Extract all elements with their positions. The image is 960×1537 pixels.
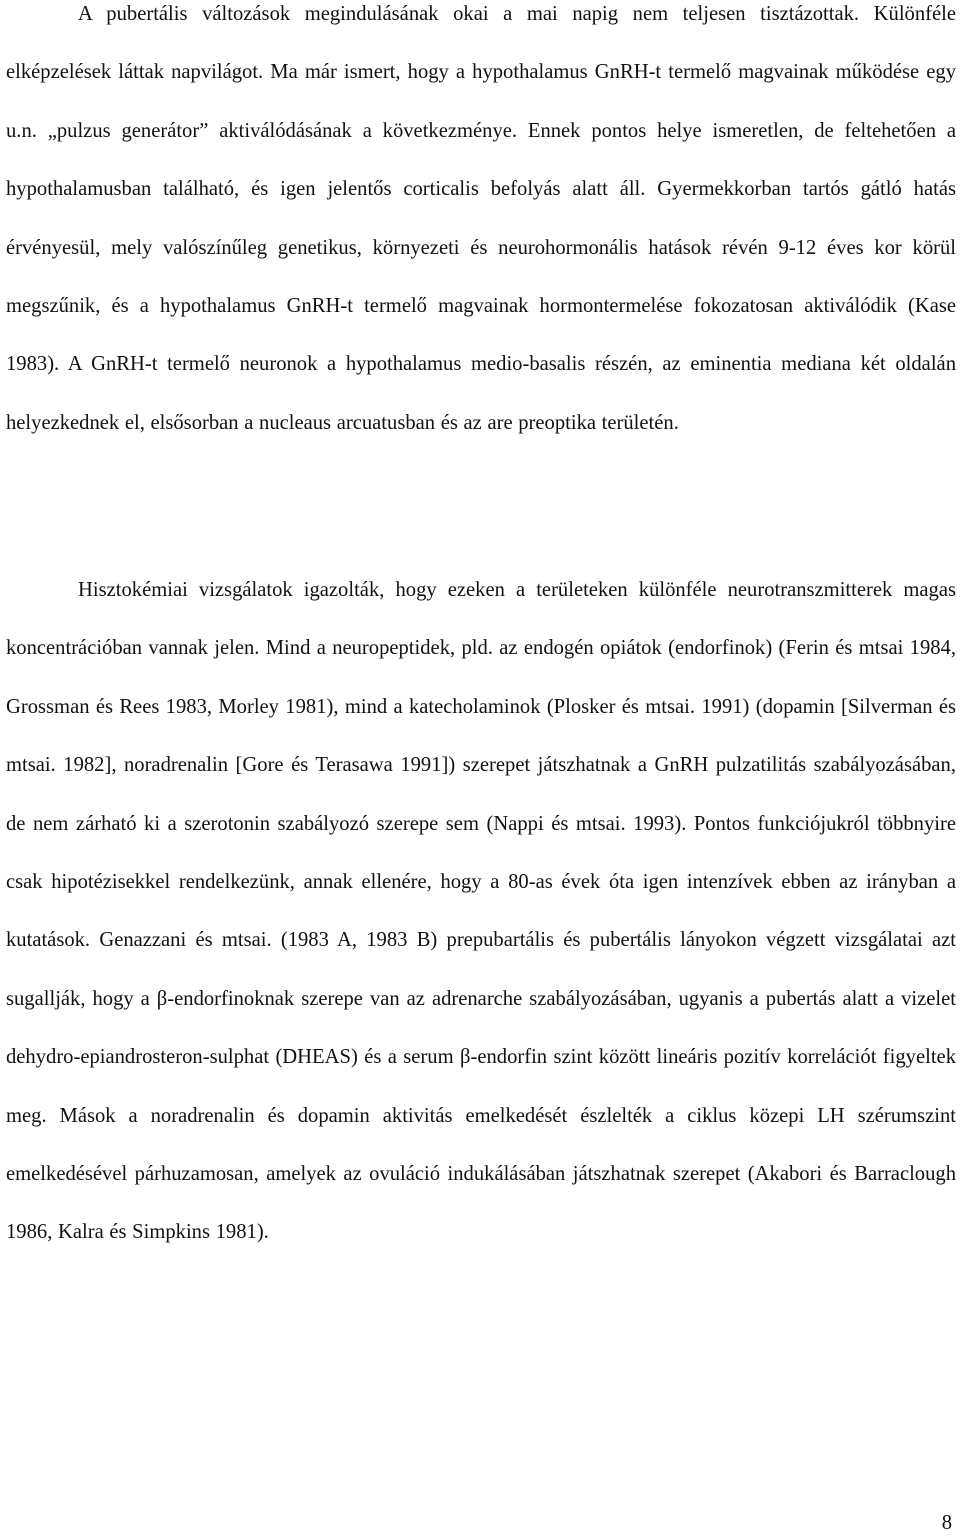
page-number: 8: [941, 1512, 952, 1534]
paragraph-text: A pubertális változások megindulásának okai a mai napig nem teljesen tisztázottak. Különféle elképzelések láttak napvilágot. Ma már ismert, hogy a hypothalamus GnRH-t termelő magvainak működése egy u.n. „pulzus generátor” aktiválódásának a következménye. Ennek pontos helye ismeretlen, de feltehetően a hypothalamusban található, és igen jelentős corticalis befolyás alatt áll. Gyermekkorban tartós gátló hatás érvényesül, mely valószínűleg genetikus, környezeti és neurohormonális hatások révén 9-12 éves kor körül megszűnik, és a hypothalamus GnRH-t termelő magvainak hormontermelése fokozatosan aktiválódik (Kase 1983). A GnRH-t termelő neuronok a hypothalamus medio-basalis részén, az eminentia mediana két oldalán helyezkednek el, elsősorban a nucleaus arcuatusban és az are preoptika területén.: [6, 3, 956, 434]
paragraph-puberty-onset: [6, 0, 956, 452]
paragraph-text: Hisztokémiai vizsgálatok igazolták, hogy ezeken a területeken különféle neurotranszmitterek magas koncentrációban vannak jelen. Mind a neuropeptidek, pld. az endogén opiátok (endorfinok) (Ferin és mtsai 1984, Grossman és Rees 1983, Morley 1981), mind a katecholaminok (Plosker és mtsai. 1991) (dopamin [Silverman és mtsai. 1982], noradrenalin [Gore és Terasawa 1991]) szerepet játszhatnak a GnRH pulzatilitás szabályozásában, de nem zárható ki a szerotonin szabályozó szerepe sem (Nappi és mtsai. 1993). Pontos funkciójukról többnyire csak hipotézisekkel rendelkezünk, annak ellenére, hogy a 80-as évek óta igen intenzívek ebben az irányban a kutatások. Genazzani és mtsai. (1983 A, 1983 B) prepubartális és pubertális lányokon végzett vizsgálatai azt sugallják, hogy a β-endorfinoknak szerepe van az adrenarche szabályozásában, ugyanis a pubertás alatt a vizelet dehydro-epiandrosteron-sulphat (DHEAS) és a serum β-endorfin szint között lineáris pozitív korrelációt figyeltek meg. Mások a noradrenalin és dopamin aktivitás emelkedését észlelték a ciklus közepi LH szérumszint emelkedésével párhuzamosan, amelyek az ovuláció indukálásában játszhatnak szerepet (Akabori és Barraclough 1986, Kalra és Simpkins 1981).: [6, 579, 956, 1244]
paragraph-histochemistry: [6, 561, 956, 1262]
